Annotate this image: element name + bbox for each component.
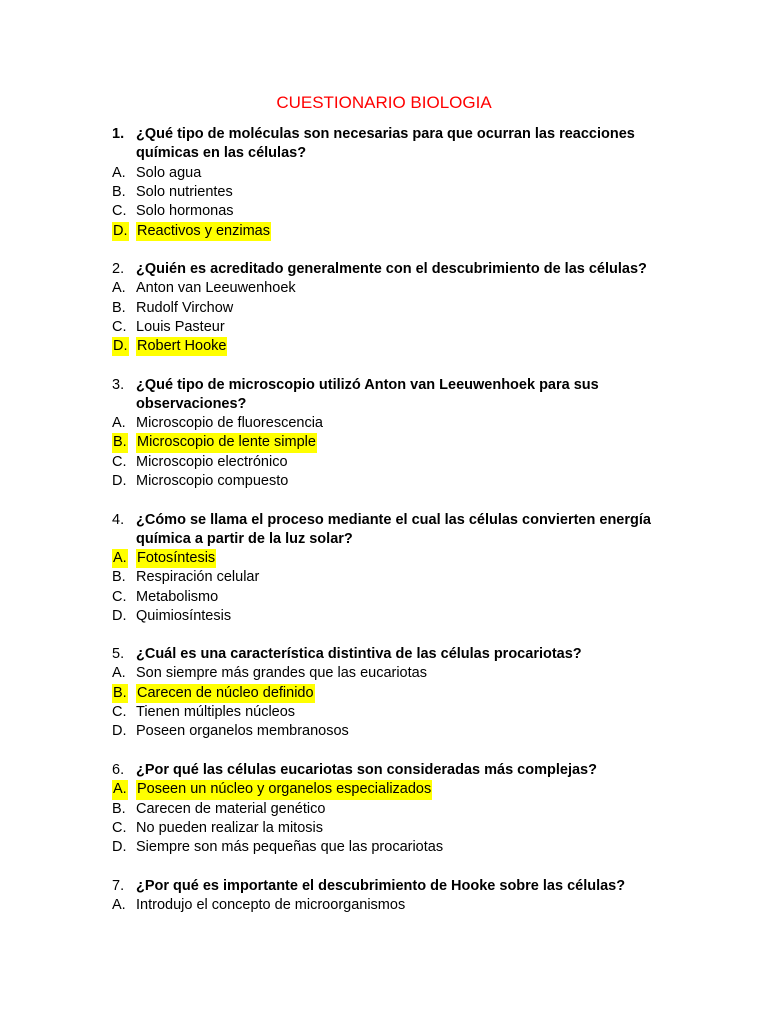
option-letter: C. — [112, 453, 127, 470]
option-text: Louis Pasteur — [136, 318, 225, 335]
answer-option — [0, 896, 768, 915]
question-number: 7. — [112, 877, 125, 894]
answer-option — [0, 164, 768, 183]
option-text: Poseen organelos membranosos — [136, 723, 349, 740]
option-letter: A. — [112, 280, 126, 297]
question-5 — [0, 645, 768, 664]
option-text: Quimiosíntesis — [136, 608, 232, 624]
option-text: Son siempre más grandes que las eucariotas — [136, 665, 427, 682]
option-text: Introdujo el concepto de microorganismos — [136, 896, 406, 913]
question-number: 6. — [112, 762, 125, 778]
answer-option — [0, 279, 768, 298]
answer-option-correct — [0, 549, 768, 568]
option-letter: C. — [112, 703, 127, 720]
option-text: Microscopio electrónico — [136, 453, 288, 470]
answer-option — [0, 318, 768, 337]
question-text: ¿Qué tipo de microscopio utilizó Anton van Leeuwenhoek para sus — [136, 376, 599, 393]
question-1-continued — [0, 144, 768, 163]
answer-option — [0, 299, 768, 318]
question-number: 2. — [112, 261, 125, 277]
answer-option-correct — [0, 222, 768, 241]
option-letter: A. — [112, 415, 126, 432]
answer-option — [0, 414, 768, 433]
option-text: Poseen un núcleo y organelos especializados — [136, 780, 432, 799]
option-letter: A. — [112, 164, 126, 181]
question-1 — [0, 125, 768, 144]
question-6 — [0, 761, 768, 780]
question-number: 3. — [112, 376, 125, 393]
answer-option-correct — [0, 780, 768, 799]
question-text: ¿Qué tipo de moléculas son necesarias para que ocurran las reacciones — [136, 126, 635, 142]
option-text: Reactivos y enzimas — [136, 222, 271, 241]
option-letter: B. — [112, 569, 126, 586]
option-letter: D. — [112, 337, 129, 356]
option-text: Microscopio de lente simple — [136, 433, 317, 452]
question-4 — [0, 511, 768, 530]
answer-option-correct — [0, 337, 768, 356]
option-text: Siempre son más pequeñas que las procariotas — [136, 839, 444, 856]
option-text: No pueden realizar la mitosis — [136, 819, 323, 836]
answer-option — [0, 819, 768, 838]
option-letter: C. — [112, 819, 127, 836]
option-letter: B. — [112, 684, 128, 703]
question-number: 1. — [112, 126, 125, 142]
option-text: Solo nutrientes — [136, 183, 233, 200]
option-text: Solo agua — [136, 164, 202, 181]
option-text: Anton van Leeuwenhoek — [136, 280, 296, 297]
option-text: Robert Hooke — [136, 337, 227, 356]
option-text: Microscopio de fluorescencia — [136, 415, 323, 432]
answer-option — [0, 472, 768, 491]
question-text: química a partir de la luz solar? — [136, 530, 353, 547]
question-text: ¿Quién es acreditado generalmente con el descubrimiento de las células? — [136, 261, 647, 277]
question-text: ¿Por qué las células eucariotas son consideradas más complejas? — [136, 762, 597, 778]
answer-option — [0, 183, 768, 202]
option-text: Fotosíntesis — [136, 549, 216, 568]
answer-option-correct — [0, 684, 768, 703]
option-text: Respiración celular — [136, 569, 260, 586]
option-letter: D. — [112, 473, 127, 489]
option-letter: A. — [112, 896, 126, 913]
question-3-continued — [0, 395, 768, 414]
question-number: 5. — [112, 646, 125, 662]
answer-option — [0, 588, 768, 607]
option-letter: C. — [112, 203, 127, 220]
option-letter: B. — [112, 433, 128, 452]
answer-option — [0, 202, 768, 221]
answer-option — [0, 722, 768, 741]
document-title: CUESTIONARIO BIOLOGIA — [276, 93, 492, 112]
option-letter: B. — [112, 800, 126, 817]
question-4-continued — [0, 530, 768, 549]
option-text: Metabolismo — [136, 588, 219, 605]
answer-option — [0, 607, 768, 626]
answer-option — [0, 703, 768, 722]
answer-option — [0, 568, 768, 587]
option-text: Carecen de núcleo definido — [136, 684, 315, 703]
question-7 — [0, 877, 768, 896]
option-letter: D. — [112, 839, 127, 856]
option-text: Solo hormonas — [136, 203, 234, 220]
option-letter: A. — [112, 665, 126, 682]
answer-option — [0, 800, 768, 819]
question-number: 4. — [112, 511, 125, 528]
option-letter: D. — [112, 608, 127, 624]
option-letter: A. — [112, 780, 128, 799]
question-2 — [0, 260, 768, 279]
answer-option-correct — [0, 433, 768, 452]
option-text: Rudolf Virchow — [136, 299, 234, 316]
option-letter: A. — [112, 549, 128, 568]
question-3 — [0, 376, 768, 395]
question-text: ¿Por qué es importante el descubrimiento de Hooke sobre las células? — [136, 877, 626, 894]
option-text: Tienen múltiples núcleos — [136, 703, 296, 720]
option-text: Carecen de material genético — [136, 800, 326, 817]
option-letter: B. — [112, 299, 126, 316]
option-letter: C. — [112, 318, 127, 335]
answer-option — [0, 664, 768, 683]
question-text: observaciones? — [136, 395, 247, 412]
question-text: ¿Cómo se llama el proceso mediante el cual las células convierten energía — [136, 511, 651, 528]
question-text: químicas en las células? — [136, 145, 307, 162]
option-text: Microscopio compuesto — [136, 473, 289, 489]
option-letter: D. — [112, 222, 129, 241]
answer-option — [0, 838, 768, 857]
option-letter: D. — [112, 723, 127, 740]
option-letter: B. — [112, 183, 126, 200]
answer-option — [0, 453, 768, 472]
option-letter: C. — [112, 588, 127, 605]
question-text: ¿Cuál es una característica distintiva de las células procariotas? — [136, 646, 582, 662]
